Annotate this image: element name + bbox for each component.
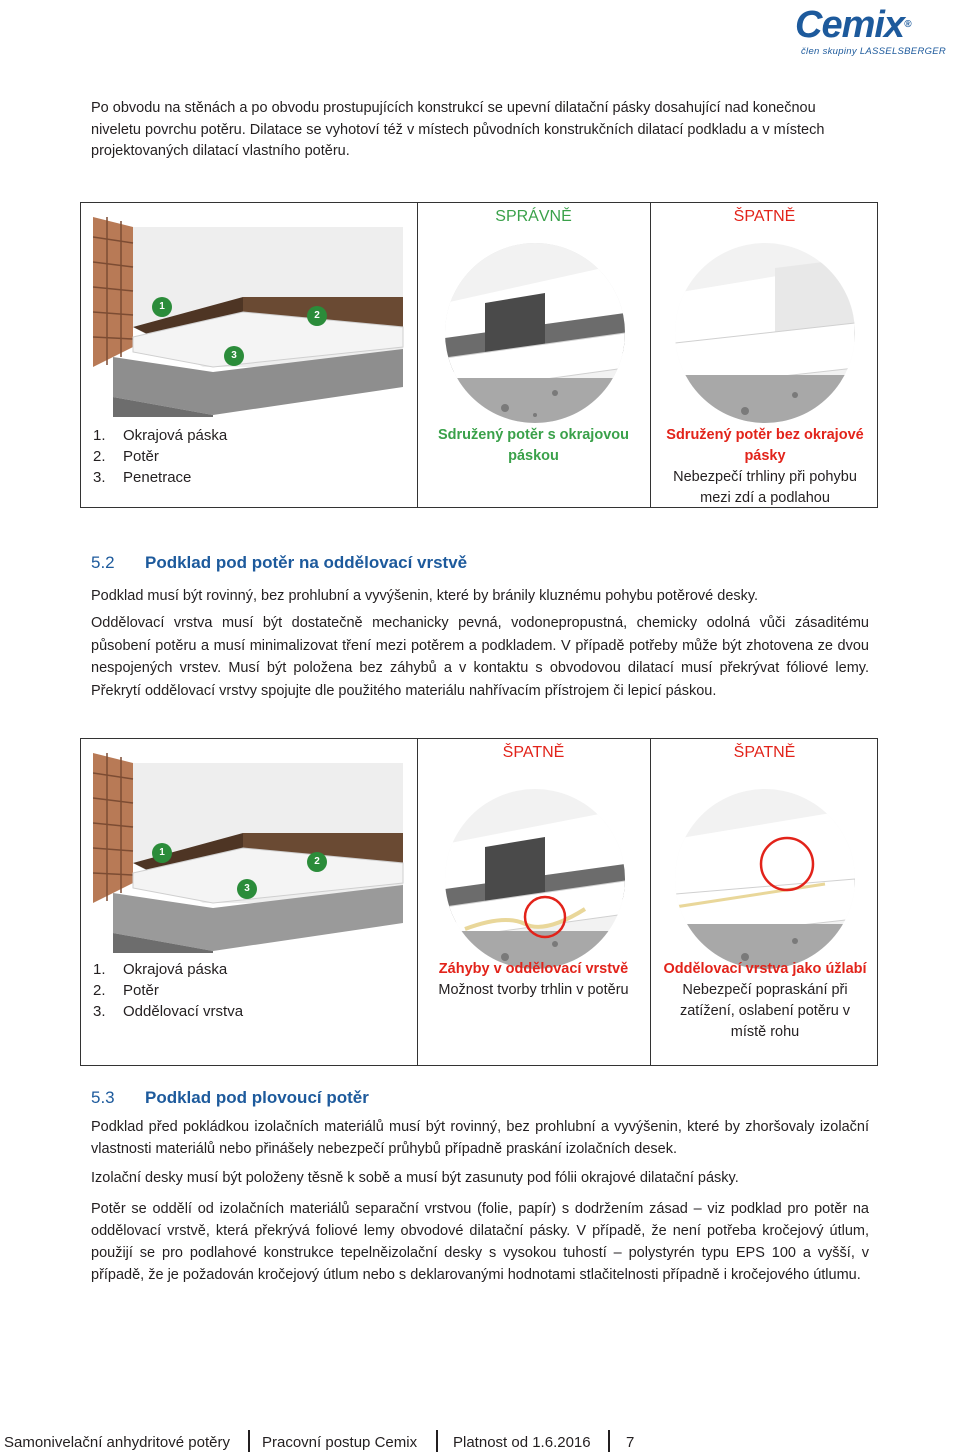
caption-valley-title: Oddělovací vrstva jako úžlabí bbox=[663, 961, 867, 977]
caption-valley-text: Nebezpečí popraskání při zatížení, oslabení potěru v místě rohu bbox=[679, 982, 851, 1040]
caption-correct: Sdružený potěr s okrajovou páskou bbox=[438, 427, 629, 464]
cemix-logo bbox=[795, 4, 957, 64]
marker-2: 2 bbox=[307, 852, 327, 872]
section-5-2-p2: Oddělovací vrstva musí být dostatečně mechanicky pevná, vodonepropustná, chemicky odolná vůči zásaditému působení potěru a musí minimalizovat tření mezi potěrem a podkladem. V případě potřeby může být zhotovena ze dvou nespojených vrstev. Musí být položena bez záhybů a v kontaktu s obvodovou dilatací musí překrývat fóliové lemy. Překrytí oddělovací vrstvy spojujte dle použitého materiálu nahřívacím přístrojem či lepicí páskou. bbox=[91, 615, 869, 699]
marker-3: 3 bbox=[237, 879, 257, 899]
caption-wrong bbox=[656, 425, 874, 509]
marker-3: 3 bbox=[224, 346, 244, 366]
footer-procedure: Pracovní postup Cemix bbox=[262, 1434, 418, 1451]
section-5-2-heading bbox=[91, 552, 467, 573]
legend-label: Potěr bbox=[123, 448, 159, 465]
caption-folds bbox=[427, 959, 640, 1001]
heading-wrong-2: ŠPATNĚ bbox=[733, 744, 796, 761]
heading-wrong: ŠPATNĚ bbox=[733, 208, 796, 225]
legend-num: 3. bbox=[93, 1003, 106, 1020]
legend-1 bbox=[93, 425, 227, 488]
figure-separation-layer bbox=[80, 738, 878, 1066]
detail-without-tape bbox=[675, 243, 855, 423]
section-5-3-p2: Izolační desky musí být položeny těsně k sobě a musí být zasunuty pod fólii okrajové dilatační pásky. bbox=[91, 1170, 739, 1186]
caption-wrong-title: Sdružený potěr bez okrajové pásky bbox=[666, 427, 864, 464]
floor-illustration bbox=[93, 217, 413, 417]
footer-validity: Platnost od 1.6.2016 bbox=[453, 1434, 591, 1451]
legend-label: Oddělovací vrstva bbox=[123, 1003, 244, 1020]
intro-paragraph: Po obvodu na stěnách a po obvodu prostupujících konstrukcí se upevní dilatační pásky dosahující nad konečnou niveletu povrchu potěru. Dilatace se vyhotoví též v místech původních konstrukčních dilatací podkladu a v místech projektovaných dilatací vlastního potěru. bbox=[91, 100, 825, 159]
marker-1: 1 bbox=[152, 297, 172, 317]
logo-registered: ® bbox=[904, 19, 911, 30]
legend-label: Potěr bbox=[123, 982, 159, 999]
heading-wrong-1: ŠPATNĚ bbox=[502, 744, 565, 761]
legend-num: 2. bbox=[93, 448, 106, 465]
section-title: Podklad pod potěr na oddělovací vrstvě bbox=[145, 553, 468, 572]
caption-folds-text: Možnost tvorby trhlin v potěru bbox=[438, 982, 629, 998]
caption-valley bbox=[661, 959, 869, 1043]
logo-tagline: člen skupiny LASSELSBERGER bbox=[801, 46, 947, 57]
page-footer bbox=[0, 1430, 960, 1454]
section-5-2-p1: Podklad musí být rovinný, bez prohlubní a vyvýšenin, které by bránily kluznému pohybu potěrové desky. bbox=[91, 588, 759, 604]
section-number: 5.2 bbox=[91, 553, 115, 572]
figure-edge-tape bbox=[80, 202, 878, 508]
legend-label: Penetrace bbox=[123, 469, 192, 486]
legend-num: 1. bbox=[93, 961, 106, 978]
marker-1: 1 bbox=[152, 843, 172, 863]
caption-folds-title: Záhyby v oddělovací vrstvě bbox=[438, 961, 629, 977]
detail-folds bbox=[445, 789, 625, 969]
heading-correct: SPRÁVNĚ bbox=[495, 208, 572, 225]
legend-label: Okrajová páska bbox=[123, 427, 228, 444]
section-number: 5.3 bbox=[91, 1088, 115, 1107]
detail-with-tape bbox=[445, 243, 625, 423]
legend-2 bbox=[93, 959, 243, 1022]
section-5-3-p1: Podklad před pokládkou izolačních materiálů musí být rovinný, bez prohlubní a vyvýšenin, které by zhoršovaly izolační vlastnosti materiálů nebo přinášely nebezpečí průhybů případně praskání izolačních desek. bbox=[91, 1119, 869, 1157]
legend-num: 3. bbox=[93, 469, 106, 486]
section-title: Podklad pod plovoucí potěr bbox=[145, 1088, 369, 1107]
section-5-3-heading bbox=[91, 1087, 369, 1108]
caption-wrong-text: Nebezpečí trhliny při pohybu mezi zdí a podlahou bbox=[673, 469, 857, 506]
footer-page-number: 7 bbox=[626, 1434, 635, 1451]
footer-document: Samonivelační anhydritové potěry bbox=[4, 1434, 230, 1451]
section-5-3-p3: Potěr se oddělí od izolačních materiálů separační vrstvou (folie, papír) s dodržením zásad – viz podklad pro potěr na oddělovací vrstvě, která překrývá foliové lemy obvodové dilatační pásky. V případě, že není potřeba kročejový útlum, použijí se pro podlahové konstrukce tepelněizolační desky s vysokou tuhostí – polystyrén typu EPS 100 a vyšší, v případě, že je požadován kročejový útlum nebo s deklarovanými hodnotami stlačitelnosti případně i kročejového útlumu. bbox=[91, 1201, 869, 1283]
marker-2: 2 bbox=[307, 306, 327, 326]
legend-num: 2. bbox=[93, 982, 106, 999]
legend-num: 1. bbox=[93, 427, 106, 444]
logo-word: Cemix bbox=[795, 4, 905, 46]
floor-illustration-2 bbox=[93, 753, 413, 953]
detail-valley bbox=[675, 789, 855, 969]
legend-label: Okrajová páska bbox=[123, 961, 228, 978]
